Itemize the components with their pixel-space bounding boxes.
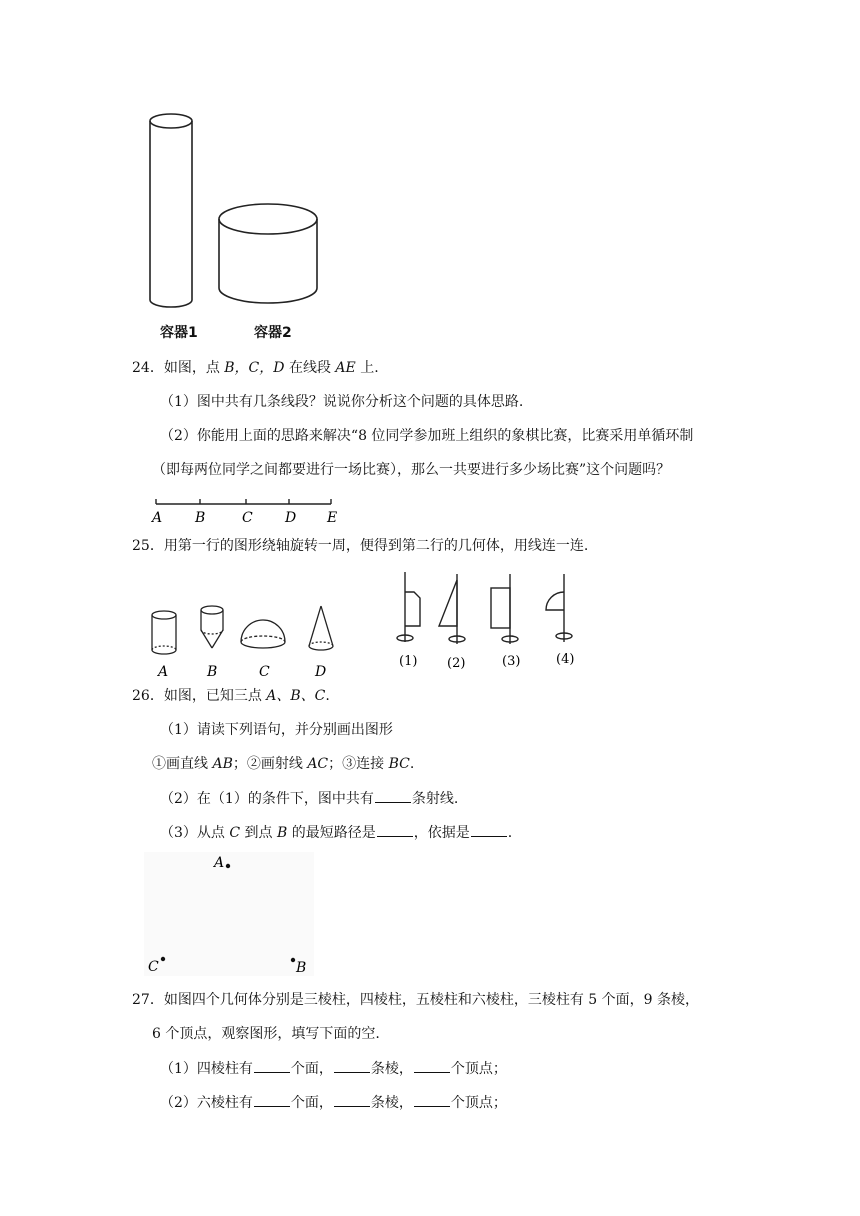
container-1-cylinder <box>150 114 192 307</box>
q24-part1: （1）图中共有几条线段？说说你分析这个问题的具体思路. <box>160 394 524 410</box>
q24-part2-line2: （即每两位同学之间都要进行一场比赛），那么一共要进行多少场比赛”这个问题吗？ <box>152 462 671 478</box>
q24-point-d: D <box>285 510 297 526</box>
q26-point-c <box>161 957 165 961</box>
q27-p2-edges-blank[interactable] <box>334 1092 370 1107</box>
container-2-cylinder <box>219 204 317 303</box>
q27-p1-edges-blank[interactable] <box>334 1058 370 1073</box>
q24-point-c: C <box>242 510 253 526</box>
q27-p2-vertices-blank[interactable] <box>414 1092 450 1107</box>
q26-items: ①画直线 AB；②画射线 AC；③连接 BC. <box>152 756 415 772</box>
solid-label-a: A <box>158 664 169 680</box>
q26-point-a <box>226 864 230 868</box>
q27-p2-faces-blank[interactable] <box>254 1092 290 1107</box>
q25-solids-figure <box>140 596 360 680</box>
solid-cylinder <box>152 611 176 654</box>
solid-cone <box>309 606 333 650</box>
q26-blank-reason[interactable] <box>471 822 507 837</box>
q27-p1-vertices-blank[interactable] <box>414 1058 450 1073</box>
q24-stem: 24．如图，点 B，C，D 在线段 AE 上. <box>132 360 379 376</box>
q27-line2: 6 个顶点，观察图形，填写下面的空. <box>152 1026 380 1042</box>
q26-point-c-label: C <box>148 959 159 975</box>
plane-shape-2 <box>439 574 465 644</box>
q27-line1: 27．如图四个几何体分别是三棱柱，四棱柱，五棱柱和六棱柱，三棱柱有 5 个面，9 条棱， <box>132 992 699 1008</box>
q26-blank-path[interactable] <box>377 822 413 837</box>
container-2-label: 容器2 <box>254 325 292 341</box>
q26-point-b <box>291 958 295 962</box>
q26-part1: （1）请读下列语句，并分别画出图形 <box>160 722 393 738</box>
shape-label-3: (3) <box>502 654 521 669</box>
q26-part2: （2）在（1）的条件下，图中共有 条射线. <box>160 788 458 809</box>
solid-label-b: B <box>207 664 218 680</box>
q24-point-e: E <box>327 510 338 526</box>
plane-shape-3 <box>491 574 518 644</box>
plane-shape-4 <box>546 574 572 642</box>
shape-label-2: (2) <box>447 656 466 671</box>
q25-shapes-figure <box>384 566 594 676</box>
q25-stem: 25．用第一行的图形绕轴旋转一周，便得到第二行的几何体，用线连一连. <box>132 538 589 554</box>
plane-shape-1 <box>397 572 420 642</box>
q26-part3: （3）从点 C 到点 B 的最短路径是 ，依据是 . <box>160 822 512 843</box>
q24-point-a: A <box>152 510 163 526</box>
q24-segment-figure <box>146 494 356 528</box>
q26-point-b-label: B <box>296 960 307 976</box>
q27-p1-faces-blank[interactable] <box>254 1058 290 1073</box>
solid-cylinder-cone <box>201 606 223 648</box>
q24-point-b: B <box>195 510 206 526</box>
q27-part2: （2）六棱柱有 个面， 条棱， 个顶点； <box>160 1092 507 1113</box>
shape-label-4: (4) <box>556 652 575 667</box>
containers-figure <box>138 108 328 348</box>
shape-label-1: (1) <box>399 654 418 669</box>
q26-points-figure <box>144 852 324 976</box>
solid-label-d: D <box>315 664 327 680</box>
solid-label-c: C <box>259 664 270 680</box>
q26-stem: 26．如图，已知三点 A、B、C. <box>132 688 330 704</box>
q26-point-a-label: A <box>214 855 225 871</box>
q27-part1: （1）四棱柱有 个面， 条棱， 个顶点； <box>160 1058 507 1079</box>
solid-hemisphere <box>241 620 285 648</box>
q24-part2-line1: （2）你能用上面的思路来解决“8 位同学参加班上组织的象棋比赛，比赛采用单循环制 <box>160 428 694 444</box>
q26-blank-rays[interactable] <box>375 788 411 803</box>
container-1-label: 容器1 <box>160 325 198 341</box>
